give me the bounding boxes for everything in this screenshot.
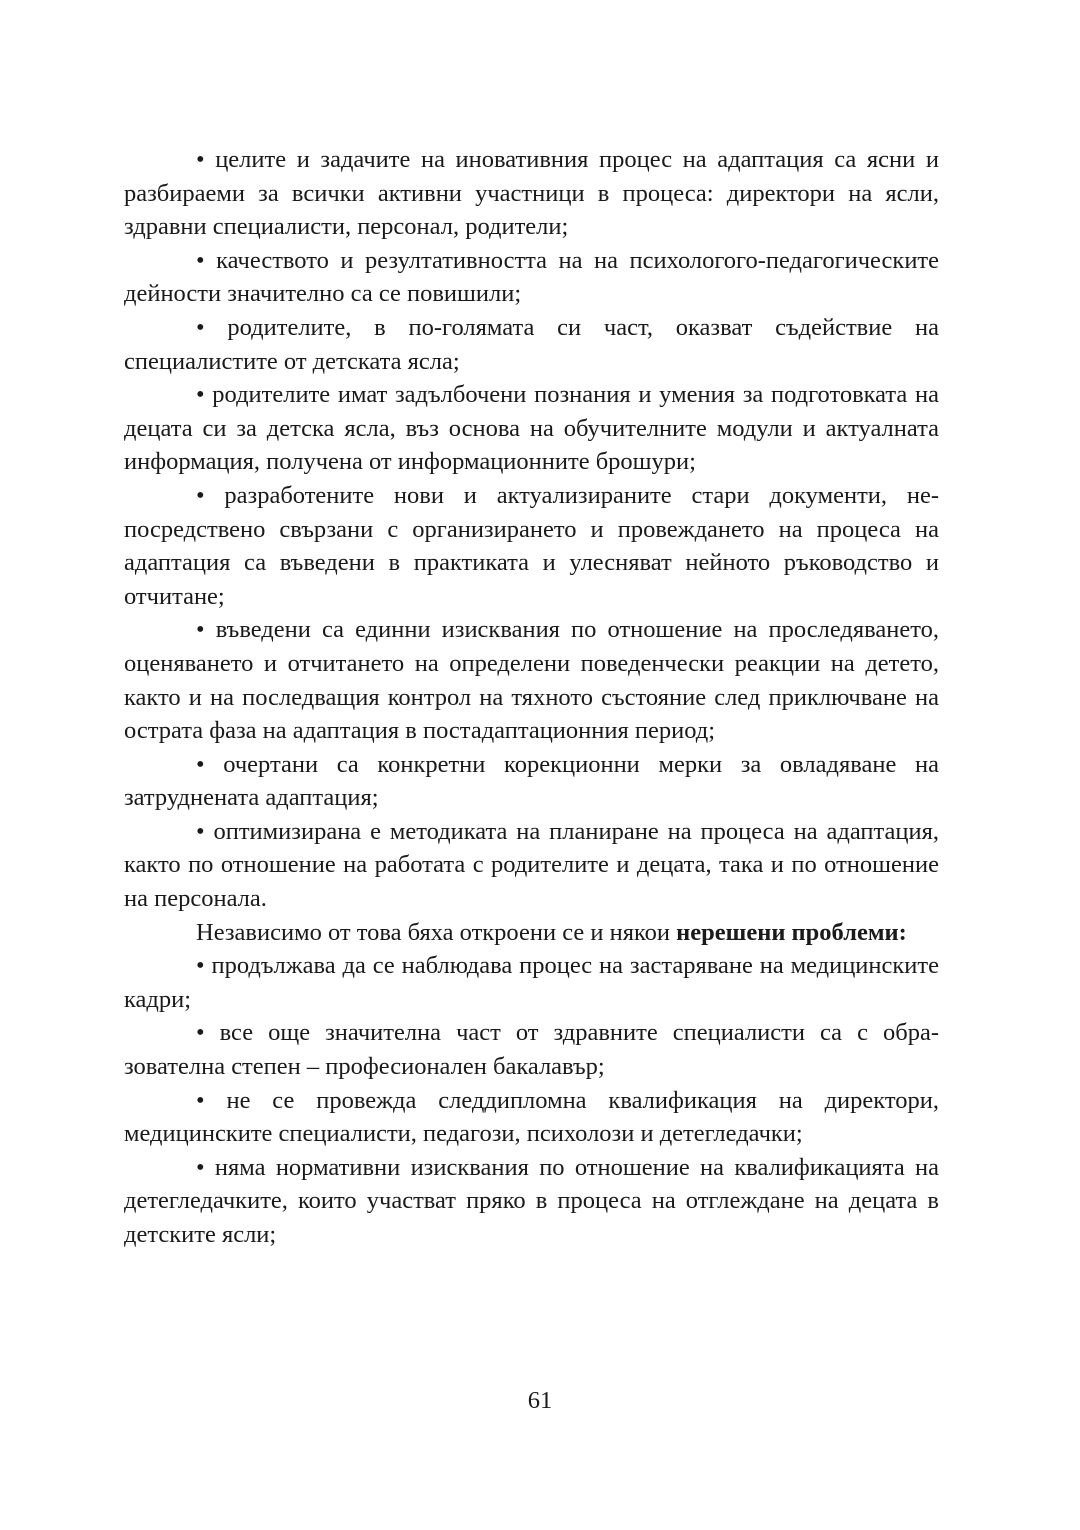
paragraph-text: разработените нови и актуализираните стари документи, непосредствено свързани с организирането и провеждането на процеса на адаптация са въведени в практиката и улесняват нейното ръководство и отчитане; <box>124 481 940 610</box>
bullet-glyph: • <box>196 246 205 274</box>
paragraph-education-level <box>124 1016 939 1083</box>
paragraph-aging-staff <box>124 949 939 1016</box>
paragraph-text: целите и задачите на иновативния процес на адаптация са ясни и разбираеми за всички активни участници в процеса: директори на ясли, здравни специалисти, персонал, родители; <box>124 146 939 241</box>
paragraph-unsolved-intro <box>124 916 939 950</box>
paragraph-text: родителите, в по-голямата си част, оказват съдействие на специалистите от детската ясла; <box>124 313 939 375</box>
bullet-glyph: • <box>196 381 205 409</box>
bullet-glyph: • <box>196 481 205 509</box>
paragraph-documents <box>124 479 939 613</box>
paragraph-text: все още значителна част от здравните специалисти са с образователна степен – професионален бакалавър; <box>124 1019 939 1081</box>
paragraph-text: въведени са единни изисквания по отношение на проследяването, оценяването и отчитането на определени поведенчески реакции на детето, както и на последващия контрол на тяхното състояние след приключване на острата фаза на адаптация в постадаптационния период; <box>124 616 939 745</box>
bullet-glyph: • <box>196 146 205 173</box>
paragraph-goals <box>124 143 939 244</box>
paragraph-methodology <box>124 815 939 916</box>
paragraph-no-normative <box>124 1151 939 1252</box>
paragraph-text: не се провежда следдипломна квалификация на директори, медицинските специалисти, педагози, психолози и детегледачки; <box>124 1086 939 1148</box>
bullet-glyph: • <box>196 1019 205 1047</box>
paragraph-no-qualification <box>124 1084 939 1151</box>
intro-text: Независимо от това бяха откроени се и някои <box>196 918 677 946</box>
bullet-glyph: • <box>196 1153 205 1181</box>
paragraph-quality <box>124 244 939 311</box>
paragraph-text: родителите имат задълбочени познания и умения за подготовката на децата си за детска ясла, въз основа на обучителните модули и актуалната информация, получена от информационните брошури; <box>124 381 940 476</box>
bullet-glyph: • <box>196 952 205 980</box>
paragraph-requirements <box>124 613 939 747</box>
paragraph-text: оптимизирана е методиката на планиране на процеса на адаптация, както по отношение на работата с родителите и децата, така и по отношение на персонала. <box>124 817 940 913</box>
bullet-glyph: • <box>196 817 205 845</box>
bullet-glyph: • <box>196 750 205 778</box>
bullet-glyph: • <box>196 616 205 644</box>
body-text <box>124 143 939 1252</box>
paragraph-text: качеството и резултативността на на психологого-педагогическите дейности значително са се повишили; <box>124 246 940 308</box>
paragraph-parents-knowledge <box>124 378 939 479</box>
bullet-glyph: • <box>196 313 205 341</box>
paragraph-corrective-measures <box>124 748 939 815</box>
unsolved-problems-heading: нерешени проблеми: <box>676 918 907 946</box>
paragraph-text: очертани са конкретни корекционни мерки за овладяване на затруднената адаптация; <box>124 750 939 812</box>
bullet-glyph: • <box>196 1086 205 1114</box>
paragraph-text: няма нормативни изисквания по отношение на квалификацията на детегледачките, които участват пряко в процеса на отглеждане на децата в детските ясли; <box>124 1153 939 1248</box>
paragraph-text: продължава да се наблюдава процес на застаряване на медицинските кадри; <box>124 952 940 1013</box>
paragraph-parents-support <box>124 311 939 378</box>
page-number: 61 <box>527 1387 553 1414</box>
